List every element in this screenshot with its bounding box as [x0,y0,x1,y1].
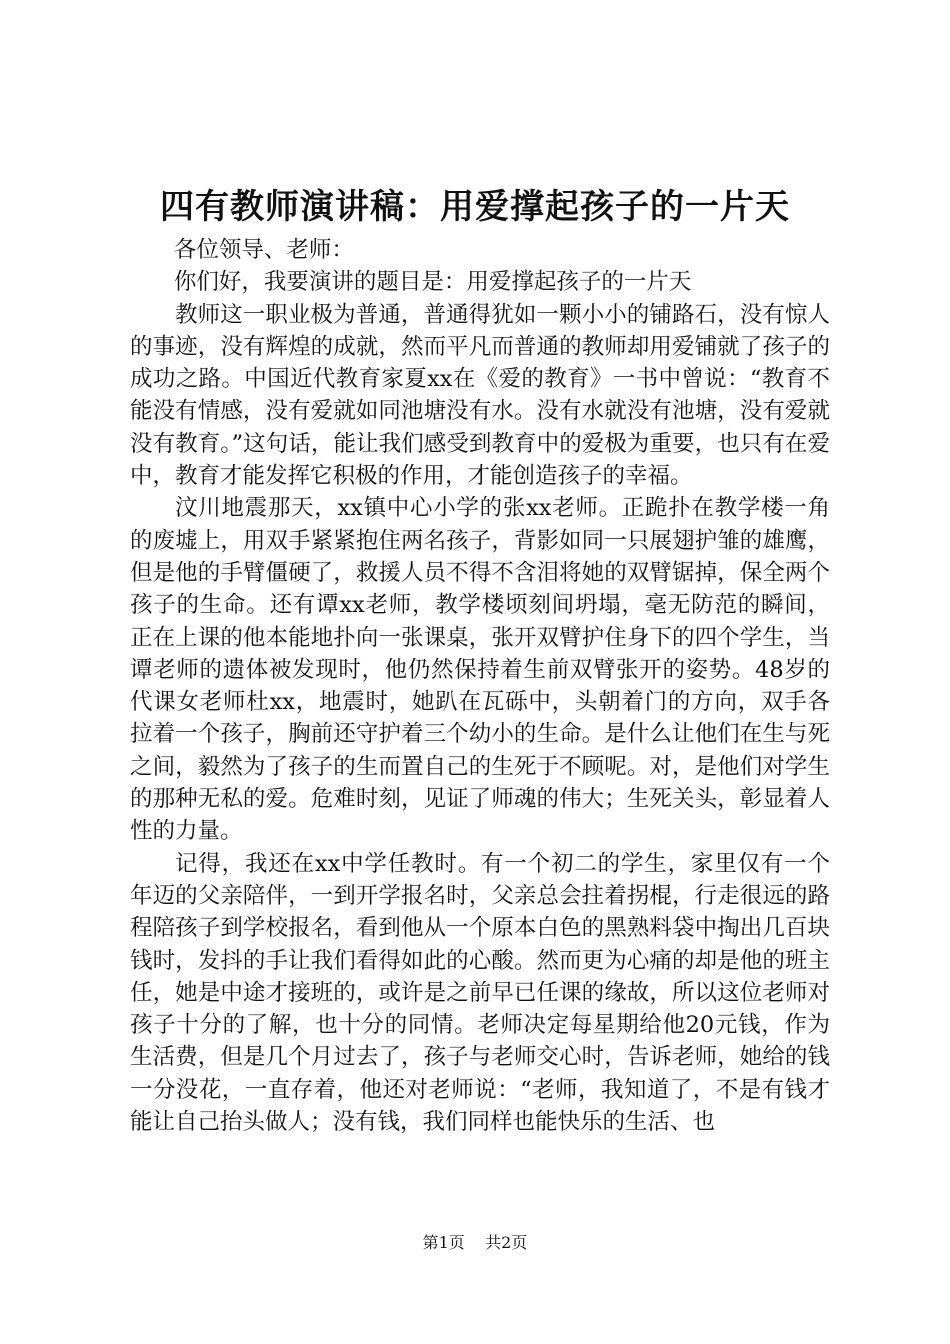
body-paragraph-2: 汶川地震那天，xx镇中心小学的张xx老师。正跪扑在教学楼一角的废墟上，用双手紧紧抱住两名孩子，背影如同一只展翅护雏的雄鹰，但是他的手臂僵硬了，救援人员不得不含泪将她的双臂锯掉，保全两个孩子的生命。还有谭xx老师，教学楼顷刻间坍塌，毫无防范的瞬间，正在上课的他本能地扑向一张课桌，张开双臂护住身下的四个学生，当谭老师的遗体被发现时，他仍然保持着生前双臂张开的姿势。48岁的代课女老师杜xx，地震时，她趴在瓦砾中，头朝着门的方向，双手各拉着一个孩子，胸前还守护着三个幼小的生命。是什么让他们在生与死之间，毅然为了孩子的生而置自己的生死于不顾呢。对，是他们对学生的那种无私的爱。危难时刻，见证了师魂的伟大；生死关头，彰显着人性的力量。 [130,495,830,845]
topic-paragraph: 你们好，我要演讲的题目是：用爱撑起孩子的一片天 [173,269,692,296]
page-total: 共2页 [485,1233,528,1252]
document-body [130,234,830,1138]
page-footer [0,1232,950,1254]
greeting-paragraph: 各位领导、老师： [173,237,354,263]
footer-spacer [470,1233,480,1252]
page-number: 第1页 [422,1233,465,1252]
document-title: 四有教师演讲稿：用爱撑起孩子的一片天 [160,187,790,227]
body-paragraph-1: 教师这一职业极为普通，普通得犹如一颗小小的铺路石，没有惊人的事迹，没有辉煌的成就，然而平凡而普通的教师却用爱铺就了孩子的成功之路。中国近代教育家夏xx在《爱的教育》一书中曾说：“教育不能没有情感，没有爱就如同池塘没有水。没有水就没有池塘，没有爱就没有教育。”这句话，能让我们感受到教育中的爱极为重要，也只有在爱中，教育才能发挥它积极的作用，才能创造孩子的幸福。 [130,301,830,490]
body-paragraph-3: 记得，我还在xx中学任教时。有一个初二的学生，家里仅有一个年迈的父亲陪伴，一到开学报名时，父亲总会拄着拐棍，行走很远的路程陪孩子到学校报名，看到他从一个原本白色的黑熟料袋中掏出几百块钱时，发抖的手让我们看得如此的心酸。然而更为心痛的却是他的班主任，她是中途才接班的，或许是之前早已任课的缘故，所以这位老师对孩子十分的了解，也十分的同情。老师决定每星期给他20元钱，作为生活费，但是几个月过去了，孩子与老师交心时，告诉老师，她给的钱一分没花，一直存着，他还对老师说：“老师，我知道了，不是有钱才能让自己抬头做人；没有钱，我们同样也能快乐的生活、也 [130,850,830,1136]
